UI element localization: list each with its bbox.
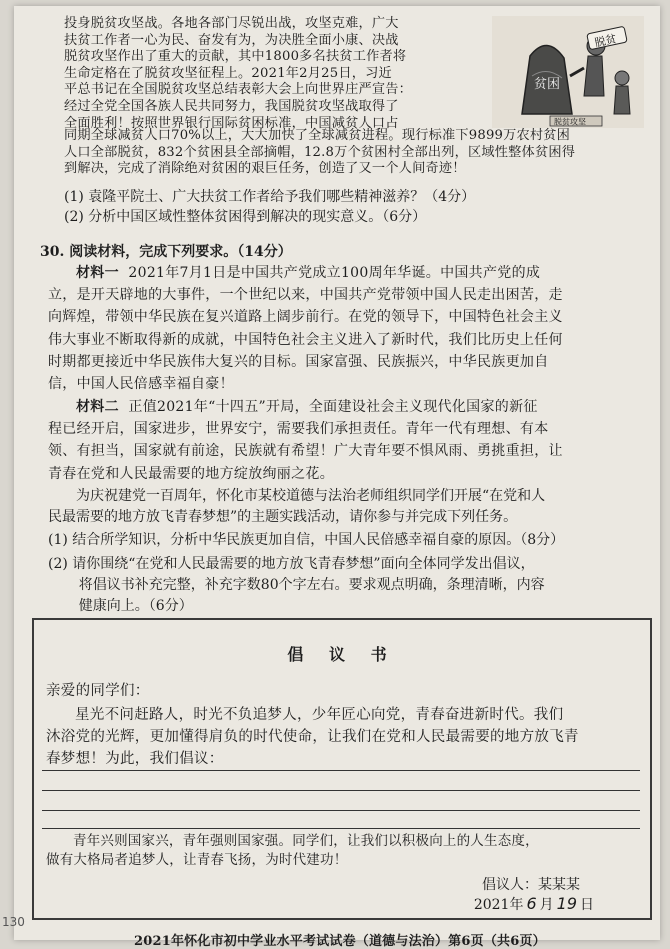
text-line: 正值2021年“十四五”开局，全面建设社会主义现代化国家的新征 <box>128 399 538 415</box>
text-line: 为庆祝建党一百周年，怀化市某校道德与法治老师组织同学们开展“在党和人 <box>76 488 546 504</box>
text-line: 向辉煌，带领中华民族在复兴道路上阔步前行。在党的领导下，中国特色社会主义 <box>48 309 563 326</box>
text-line: 全面胜利！按照世界银行国际贫困标准，中国减贫人口占 <box>64 115 399 131</box>
handwritten-date-part: 6 <box>526 894 537 913</box>
text-line: 青年兴则国家兴，青年强则国家强。同学们，让我们以积极向上的人生态度， <box>73 833 539 849</box>
proposal-title: 倡 议 书 <box>287 645 397 664</box>
text-line: 人口全部脱贫，832个贫困县全部摘帽，12.8万个贫困村全部出列，区域性整体贫困得 <box>64 144 576 160</box>
text-line: 平总书记在全国脱贫攻坚总结表彰大会上向世界庄严宣告： <box>64 82 413 98</box>
text-line: 星光不问赶路人，时光不负追梦人，少年匠心向党，青春奋进新时代。我们 <box>75 707 564 723</box>
text-line: 将倡议书补充完整，补充字数80个字左右。要求观点明确，条理清晰，内容 <box>78 577 545 593</box>
cartoon-illustration <box>492 16 644 128</box>
text-line: 程已经开启，国家进步，世界安宁，需要我们承担责任。青年一代有理想、有本 <box>48 421 549 438</box>
question-29-2: (2) 分析中国区域性整体贫困得到解决的现实意义。（6分） <box>64 209 427 225</box>
camera-watermark: 130 <box>2 915 25 929</box>
proposal-box <box>32 618 652 920</box>
task-2 <box>48 554 644 617</box>
text-line: 领、有担当，国家就有前途，民族就有希望！广大青年要不惧风雨、勇挑重担，让 <box>48 443 563 460</box>
text-line: 脱贫攻坚作出了重大的贡献，其中1800多名扶贫工作者将 <box>64 49 407 65</box>
text-line: 到解决，完成了消除绝对贫困的艰巨任务，创造了又一个人间奇迹！ <box>64 161 466 177</box>
text-line: 经过全党全国各族人民共同努力，我国脱贫攻坚战取得了 <box>64 98 399 114</box>
task-intro <box>48 486 644 528</box>
text-line: 信，中国人民倍感幸福自豪！ <box>48 376 234 393</box>
text-line: (2) 请你围绕“在党和人民最需要的地方放飞青春梦想”面向全体同学发出倡议， <box>48 556 535 572</box>
text-line: 民最需要的地方放飞青春梦想”的主题实践活动，请你参与并完成下列任务。 <box>48 509 518 525</box>
proposal-closing <box>46 832 640 870</box>
text-line: 做有大格局者追梦人，让青春飞扬，为时代建功！ <box>46 852 348 868</box>
poverty-cartoon <box>492 16 644 128</box>
answer-line[interactable] <box>42 828 640 829</box>
date-part: 2021年 <box>473 897 524 913</box>
text-line: 春梦想！为此，我们倡议： <box>46 751 224 767</box>
proposal-greeting: 亲爱的同学们： <box>46 683 150 699</box>
text-line: 2021年7月1日是中国共产党成立100周年华诞。中国共产党的成 <box>128 265 541 281</box>
text-line: 投身脱贫攻坚战。各地各部门尽锐出战，攻坚克难，广大 <box>64 16 399 31</box>
task-1: (1) 结合所学知识，分析中华民族更加自信，中国人民倍感幸福自豪的原因。（8分） <box>48 532 565 548</box>
page-footer: 2021年怀化市初中学业水平考试试卷（道德与法治）第6页（共6页） <box>134 934 546 949</box>
text-line: 立，是开天辟地的大事件，一个世纪以来，中国共产党带领中国人民走出困苦，走 <box>48 287 563 304</box>
text-line: 伟大事业不断取得新的成就，中国特色社会主义进入了新时代，我们比历史上任何 <box>48 331 563 348</box>
exam-page <box>14 6 660 949</box>
handwritten-date-part: 19 <box>556 894 577 913</box>
text-line: 青春在党和人民最需要的地方绽放绚丽之花。 <box>48 465 334 482</box>
material-two-label: 材料二 <box>76 399 119 415</box>
proposal-date <box>474 894 594 914</box>
date-part: 日 <box>580 897 594 913</box>
date-part: 月 <box>539 897 554 913</box>
text-line: 健康向上。（6分） <box>78 598 193 614</box>
answer-line[interactable] <box>42 790 640 791</box>
cartoon-rock-text: 贫困 <box>534 77 561 92</box>
cartoon-sign-text: 脱贫 <box>593 32 618 50</box>
text-line: 同期全球减贫人口70%以上，大大加快了全球减贫进程。现行标准下9899万农村贫困 <box>64 128 571 143</box>
material-one-label: 材料一 <box>76 265 119 281</box>
passage-top <box>64 16 482 132</box>
text-line: 时期都更接近中华民族伟大复兴的目标。国家富强、民族振兴，中华民族更加自 <box>48 353 549 370</box>
answer-line[interactable] <box>42 770 640 771</box>
question-29-1: (1) 袁隆平院士、广大扶贫工作者给予我们哪些精神滋养？（4分） <box>64 189 476 205</box>
passage-top-continued <box>64 128 642 178</box>
question-30-title: 30. 阅读材料，完成下列要求。（14分） <box>40 244 292 260</box>
text-line: 扶贫工作者一心为民、奋发有为，为决胜全面小康、决战 <box>64 32 399 48</box>
material-one <box>48 262 644 395</box>
cartoon-base-text: 脱贫攻坚 <box>554 117 586 127</box>
text-line: 生命定格在了脱贫攻坚征程上。2021年2月25日，习近 <box>64 65 392 81</box>
material-two <box>48 396 644 485</box>
proposal-body <box>46 704 640 770</box>
text-line: 沐浴党的光辉，更加懂得肩负的时代使命，让我们在党和人民最需要的地方放飞青 <box>46 729 579 745</box>
proposal-signer: 倡议人：某某某 <box>482 877 580 893</box>
answer-line[interactable] <box>42 810 640 811</box>
